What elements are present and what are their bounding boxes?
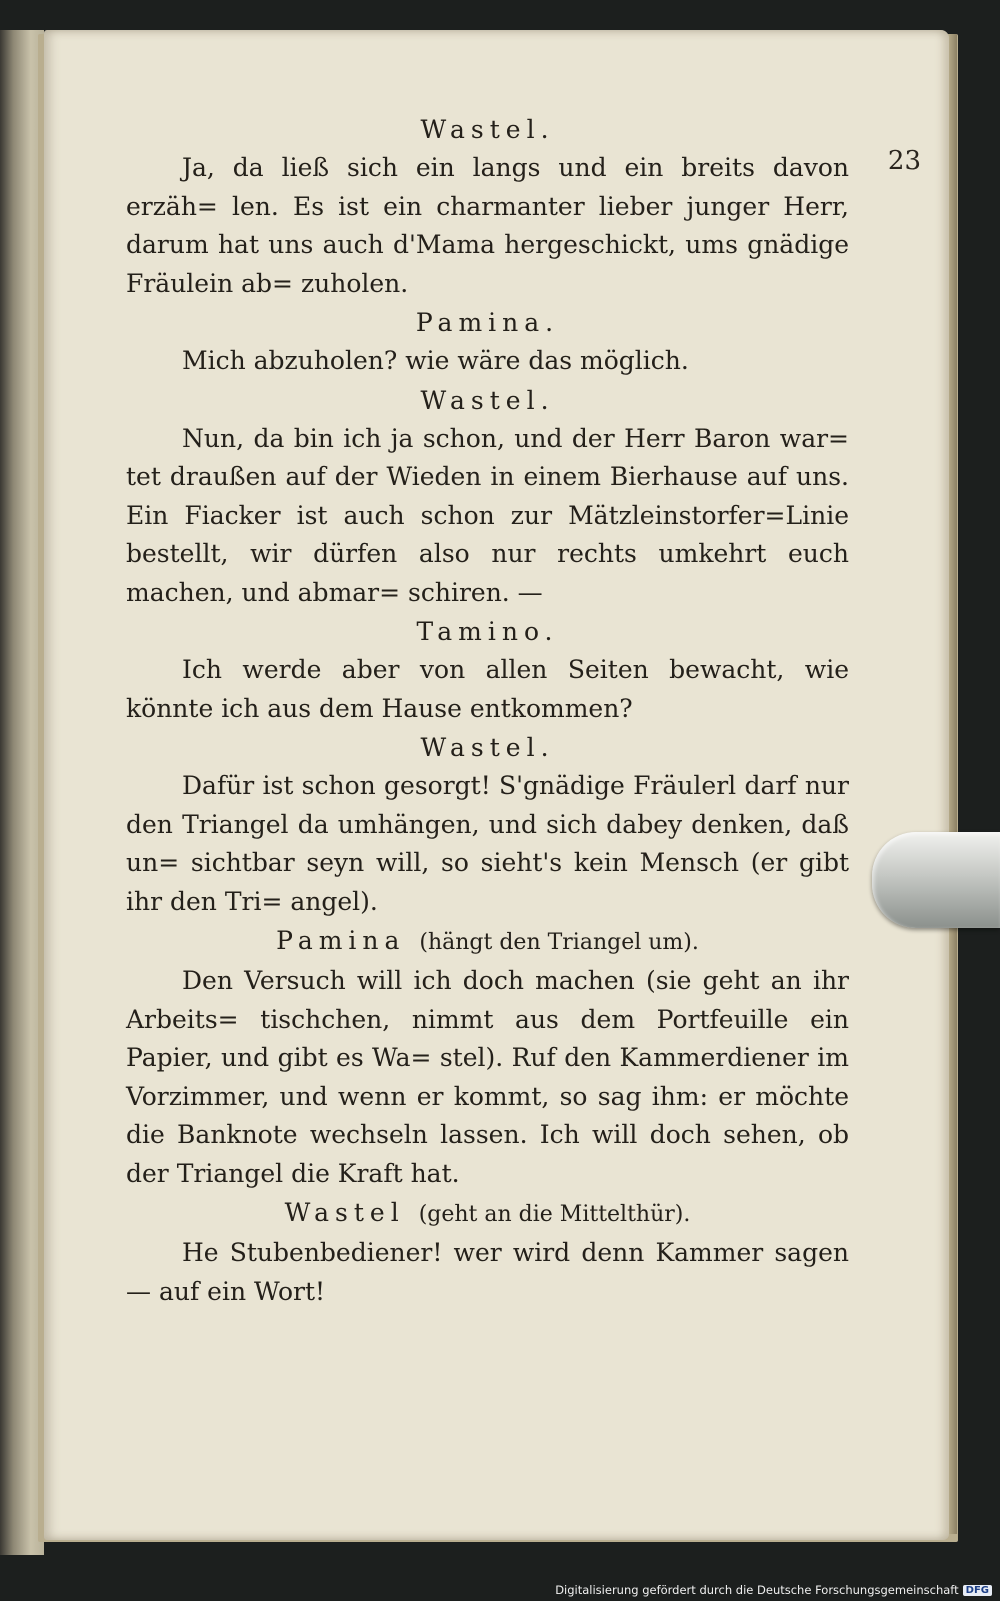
dfg-logo-icon: DFG: [963, 1585, 992, 1596]
speaker-name: Wastel: [284, 1198, 405, 1227]
speech-paragraph: Dafür ist schon gesorgt! S'gnädige Fräulerl darf nur den Triangel da umhängen, und sich dabey denken, daß un= sichtbar seyn will, so sieht's kein Mensch (er gibt ihr den Tri= angel).: [126, 771, 849, 916]
speech-paragraph: Ich werde aber von allen Seiten bewacht, wie könnte ich aus dem Hause entkommen?: [126, 655, 849, 723]
stage-direction: (geht an die Mittelthür).: [418, 1202, 691, 1227]
speech-paragraph: Mich abzuholen? wie wäre das möglich.: [182, 346, 689, 375]
page-number: 23: [887, 146, 921, 176]
speaker-heading: [126, 921, 849, 962]
speaker-name: Wastel.: [420, 385, 555, 415]
speaker-name: Tamino.: [416, 617, 559, 646]
page-text: [126, 110, 849, 1311]
speaker-heading: [126, 381, 849, 420]
speaker-name: Wastel.: [420, 115, 555, 144]
speaker-heading: [126, 612, 849, 651]
speech-paragraph: Nun, da bin ich ja schon, und der Herr Baron war= tet draußen auf der Wieden in einem Bierhause auf uns. Ein Fiacker ist auch schon zur Mätzleinstorfer=Linie bestellt, wir dürfen also nur rechts umkehrt euch machen, und abmar= schiren. —: [126, 423, 849, 607]
footer-credit: [555, 1583, 992, 1597]
speaker-name: Pamina.: [415, 308, 560, 337]
speaker-name: Pamina: [276, 926, 406, 955]
speech-paragraph: Ja, da ließ sich ein langs und ein breits davon erzäh= len. Es ist ein charmanter lieber junger Herr, darum hat uns auch d'Mama hergeschickt, ums gnädige Fräulein ab= zuholen.: [126, 153, 849, 298]
bookmark-clip: [872, 832, 1000, 928]
speaker-heading: [126, 1193, 849, 1234]
speaker-heading: [126, 728, 849, 767]
footer-credit-text: Digitalisierung gefördert durch die Deutsche Forschungsgemeinschaft: [555, 1583, 959, 1597]
speaker-name: Wastel.: [420, 733, 555, 762]
speech-paragraph: Den Versuch will ich doch machen (sie geht an ihr Arbeits= tischchen, nimmt aus dem Portfeuille ein Papier, und gibt es Wa= stel). Ruf den Kammerdiener im Vorzimmer, und wenn er kommt, so sag ihm: er möchte die Banknote wechseln lassen. Ich will doch sehen, ob der Triangel die Kraft hat.: [126, 966, 849, 1188]
speaker-heading: [126, 303, 849, 342]
stage-direction: (hängt den Triangel um).: [419, 930, 699, 955]
speaker-heading: [126, 110, 849, 149]
speech-paragraph: He Stubenbediener! wer wird denn Kammer sagen — auf ein Wort!: [126, 1238, 849, 1306]
